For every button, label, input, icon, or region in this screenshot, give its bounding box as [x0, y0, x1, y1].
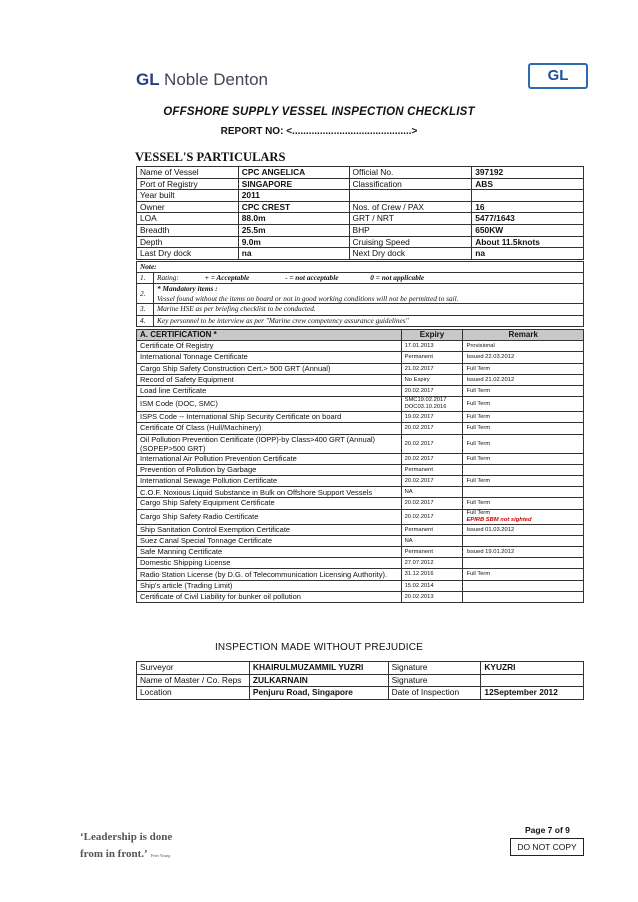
- table-row: [137, 464, 584, 475]
- table-cell: Port of Registry: [137, 178, 239, 190]
- document-title: OFFSHORE SUPPLY VESSEL INSPECTION CHECKLIST: [163, 106, 475, 118]
- cert-remark: Full Term: [463, 386, 584, 397]
- cert-name: Record of Safety Equipment: [137, 374, 402, 385]
- cert-remark: Issued 01.03.2012: [463, 524, 584, 535]
- mandatory-label: * Mandatory items :: [157, 284, 218, 294]
- logo-mark-text: GL: [547, 67, 569, 84]
- table-row: [137, 363, 584, 374]
- table-cell: Signature: [388, 662, 481, 675]
- cert-name: Suez Canal Special Tonnage Certificate: [137, 535, 402, 546]
- cert-expiry: Permanent: [401, 464, 463, 475]
- quote-line-2: [80, 846, 172, 864]
- cert-expiry: NA: [401, 487, 463, 498]
- cert-name: Certificate of Civil Liability for bunker oil pollution: [137, 591, 402, 602]
- cert-name: Cargo Ship Safety Equipment Certificate: [137, 498, 402, 509]
- cert-expiry: 20.02.2017: [401, 453, 463, 464]
- table-row: [137, 547, 584, 558]
- table-cell: [349, 190, 472, 202]
- cert-expiry: 20.02.2017: [401, 423, 463, 434]
- column-header: Remark: [463, 330, 584, 341]
- table-cell: na: [238, 248, 349, 260]
- cert-expiry: 19.02.2017: [401, 412, 463, 423]
- cert-name: International Air Pollution Prevention Certificate: [137, 453, 402, 464]
- table-cell: Last Dry dock: [137, 248, 239, 260]
- cert-remark-line: Full Term: [466, 509, 491, 516]
- table-cell: 5477/1643: [472, 213, 584, 225]
- table-row: [137, 224, 584, 236]
- table-cell: Name of Master / Co. Reps: [137, 674, 250, 687]
- table-cell: 397192: [472, 167, 584, 179]
- cert-expiry: Permanent: [401, 524, 463, 535]
- table-row: [137, 167, 584, 179]
- rating-label: Rating:: [157, 273, 179, 283]
- table-cell: Official No.: [349, 167, 472, 179]
- quote-line: ‘Leadership is done: [80, 831, 173, 843]
- table-cell: 12September 2012: [481, 687, 584, 700]
- table-row: [137, 397, 584, 412]
- cert-remark: Issued 21.02.2012: [463, 374, 584, 385]
- section-title-particulars: VESSEL'S PARTICULARS: [135, 150, 286, 164]
- table-row: [137, 487, 584, 498]
- table-cell: 88.0m: [238, 213, 349, 225]
- cert-remark: [463, 487, 584, 498]
- cert-expiry: 27.07.2012: [401, 558, 463, 569]
- cert-remark: Full Term: [463, 476, 584, 487]
- mandatory-detail: Vessel found without the items on board or not in good working conditions will not be permitted to sail.: [157, 293, 459, 303]
- cert-name: Cargo Ship Safety Construction Cert.> 500 GRT (Annual): [137, 363, 402, 374]
- table-row: [137, 236, 584, 248]
- table-cell: 16: [472, 201, 584, 213]
- table-cell: LOA: [137, 213, 239, 225]
- table-cell: BHP: [349, 224, 472, 236]
- table-cell: Depth: [137, 236, 239, 248]
- table-cell: ZULKARNAIN: [249, 674, 388, 687]
- logo-bold-text: GL: [136, 70, 160, 89]
- cert-remark: Full Term: [463, 498, 584, 509]
- cert-expiry: [401, 397, 463, 412]
- cert-name: International Sewage Pollution Certificate: [137, 476, 402, 487]
- column-header: A. CERTIFICATION *: [137, 330, 402, 341]
- table-row: [137, 558, 584, 569]
- cert-name: Load line Certificate: [137, 386, 402, 397]
- cert-name: Safe Manning Certificate: [137, 547, 402, 558]
- table-row: [137, 580, 584, 591]
- cert-remark: Full Term: [463, 434, 584, 453]
- table-cell: Location: [137, 687, 250, 700]
- cert-expiry: Permanent: [401, 352, 463, 363]
- table-row: [137, 248, 584, 260]
- table-row: [137, 190, 584, 202]
- cert-name: Domestic Shipping License: [137, 558, 402, 569]
- rating-acceptable: + = Acceptable: [204, 273, 250, 283]
- table-row: [137, 674, 584, 687]
- cert-remark: Issued 22.03.2012: [463, 352, 584, 363]
- footer-quote: [80, 829, 172, 864]
- table-row: [137, 687, 584, 700]
- table-cell: Cruising Speed: [349, 236, 472, 248]
- table-row: [137, 662, 584, 675]
- cert-remark: Full Term: [463, 363, 584, 374]
- column-header: Expiry: [401, 330, 463, 341]
- table-row: [137, 284, 584, 304]
- table-cell: 9.0m: [238, 236, 349, 248]
- cert-expiry: 20.02.2017: [401, 498, 463, 509]
- table-cell: Penjuru Road, Singapore: [249, 687, 388, 700]
- rating-note: [154, 273, 584, 284]
- cert-expiry: 15.02.2014: [401, 580, 463, 591]
- cert-expiry: NA: [401, 535, 463, 546]
- cert-remark: [463, 509, 584, 524]
- table-cell: 650KW: [472, 224, 584, 236]
- table-row: [137, 524, 584, 535]
- table-row: [137, 453, 584, 464]
- cert-name: Cargo Ship Safety Radio Certificate: [137, 509, 402, 524]
- cert-expiry: 17.01.2013: [401, 341, 463, 352]
- table-row: [137, 535, 584, 546]
- cert-remark: Full Term: [463, 397, 584, 412]
- cert-name: Ship's article (Trading Limit): [137, 580, 402, 591]
- table-row: [137, 178, 584, 190]
- table-row: [137, 434, 584, 453]
- cert-remark: [463, 580, 584, 591]
- mandatory-note: [154, 284, 584, 304]
- cert-name: Certificate Of Class (Hull/Machinery): [137, 423, 402, 434]
- table-row: [137, 341, 584, 352]
- table-cell: Owner: [137, 201, 239, 213]
- cert-remark: [463, 558, 584, 569]
- hse-note: Marine HSE as per briefing checklist to be conducted.: [154, 304, 584, 315]
- cert-name: Ship Sanitation Control Exemption Certificate: [137, 524, 402, 535]
- table-cell: GRT / NRT: [349, 213, 472, 225]
- table-cell: About 11.5knots: [472, 236, 584, 248]
- rating-not-applicable: 0 = not applicable: [370, 273, 425, 283]
- table-cell: Next Dry dock: [349, 248, 472, 260]
- quote-author: Peter Young: [150, 853, 171, 858]
- table-cell: 25.5m: [238, 224, 349, 236]
- table-cell: [481, 674, 584, 687]
- report-number: REPORT NO: <...........................................>: [220, 126, 418, 137]
- cert-remark: Full Term: [463, 569, 584, 580]
- table-cell: 2011: [238, 190, 349, 202]
- page-number: Page 7 of 9: [525, 825, 570, 835]
- table-cell: Classification: [349, 178, 472, 190]
- note-number: 3.: [137, 304, 154, 315]
- table-cell: Date of Inspection: [388, 687, 481, 700]
- table-cell: Breadth: [137, 224, 239, 236]
- table-cell: SINGAPORE: [238, 178, 349, 190]
- table-row: [137, 213, 584, 225]
- cert-expiry: 20.02.2013: [401, 591, 463, 602]
- table-cell: KYUZRI: [481, 662, 584, 675]
- table-cell: Nos. of Crew / PAX: [349, 201, 472, 213]
- table-cell: KHAIRULMUZAMMIL YUZRI: [249, 662, 388, 675]
- quote-line: from in front.’: [80, 848, 148, 860]
- cert-remark-warning: EPIRB SBM not sighted: [466, 516, 532, 523]
- cert-remark: Issued 19.01.2012: [463, 547, 584, 558]
- certification-table: [136, 329, 584, 603]
- table-row: [137, 201, 584, 213]
- vessel-particulars-table: [136, 166, 584, 260]
- cert-name: C.O.F. Noxious Liquid Substance in Bulk on Offshore Support Vessels: [137, 487, 402, 498]
- table-row: [137, 386, 584, 397]
- cert-remark: Provisional: [463, 341, 584, 352]
- note-number: 4.: [137, 315, 154, 326]
- table-cell: Year built: [137, 190, 239, 202]
- table-cell: ABS: [472, 178, 584, 190]
- table-header-row: [137, 330, 584, 341]
- table-row: [137, 591, 584, 602]
- note-number: 1.: [137, 273, 154, 284]
- key-personnel-note: Key personnel to be interview as per "Marine crew competency assurance guidelines": [154, 315, 584, 326]
- cert-name: Certificate Of Registry: [137, 341, 402, 352]
- cert-expiry-line: DOC03.10.2016: [404, 404, 447, 411]
- cert-expiry: 20.02.2017: [401, 386, 463, 397]
- company-logo: [136, 70, 268, 90]
- cert-name: ISM Code (DOC, SMC): [137, 397, 402, 412]
- table-row: [137, 304, 584, 315]
- table-cell: [472, 190, 584, 202]
- cert-expiry: 31.12.2016: [401, 569, 463, 580]
- table-row: [137, 352, 584, 363]
- inspection-table: [136, 661, 584, 700]
- cert-name: International Tonnage Certificate: [137, 352, 402, 363]
- cert-expiry: Permanent: [401, 547, 463, 558]
- cert-remark: [463, 464, 584, 475]
- table-row: [137, 569, 584, 580]
- table-cell: CPC CREST: [238, 201, 349, 213]
- table-row: [137, 273, 584, 284]
- table-row: [137, 476, 584, 487]
- cert-remark: Full Term: [463, 453, 584, 464]
- cert-expiry: 21.02.2017: [401, 363, 463, 374]
- cert-remark: Full Term: [463, 412, 584, 423]
- cert-name: Radio Station License (by D.G. of Telecommunication Licensing Authority).: [137, 569, 402, 580]
- cert-expiry-line: SMC19.02.2017: [404, 397, 447, 404]
- table-cell: CPC ANGELICA: [238, 167, 349, 179]
- gl-logo-mark: [528, 63, 588, 89]
- table-cell: na: [472, 248, 584, 260]
- table-row: [137, 412, 584, 423]
- inspection-title: INSPECTION MADE WITHOUT PREJUDICE: [214, 642, 424, 653]
- table-row: [137, 262, 584, 273]
- note-number: 2.: [137, 284, 154, 304]
- cert-expiry: 20.02.2017: [401, 434, 463, 453]
- cert-name: ISPS Code -- International Ship Security Certificate on board: [137, 412, 402, 423]
- cert-name: Oil Pollution Prevention Certificate (IOPP)-by Class>400 GRT (Annual) (SOPEP>500 GRT): [137, 434, 402, 453]
- table-row: [137, 315, 584, 326]
- cert-expiry: No Expiry: [401, 374, 463, 385]
- table-row: [137, 423, 584, 434]
- cert-remark: [463, 535, 584, 546]
- table-cell: Name of Vessel: [137, 167, 239, 179]
- table-row: [137, 374, 584, 385]
- cert-expiry: 20.02.2017: [401, 509, 463, 524]
- cert-remark: Full Term: [463, 423, 584, 434]
- table-cell: Signature: [388, 674, 481, 687]
- table-row: [137, 509, 584, 524]
- notes-table: [136, 261, 584, 327]
- logo-light-text: Noble Denton: [164, 70, 269, 89]
- cert-expiry: 20.02.2017: [401, 476, 463, 487]
- table-cell: Surveyor: [137, 662, 250, 675]
- notes-label: Note:: [137, 262, 584, 273]
- do-not-copy-stamp: DO NOT COPY: [510, 838, 584, 856]
- cert-name: Prevention of Pollution by Garbage: [137, 464, 402, 475]
- table-row: [137, 498, 584, 509]
- rating-not-acceptable: - = not acceptable: [285, 273, 339, 283]
- cert-remark: [463, 591, 584, 602]
